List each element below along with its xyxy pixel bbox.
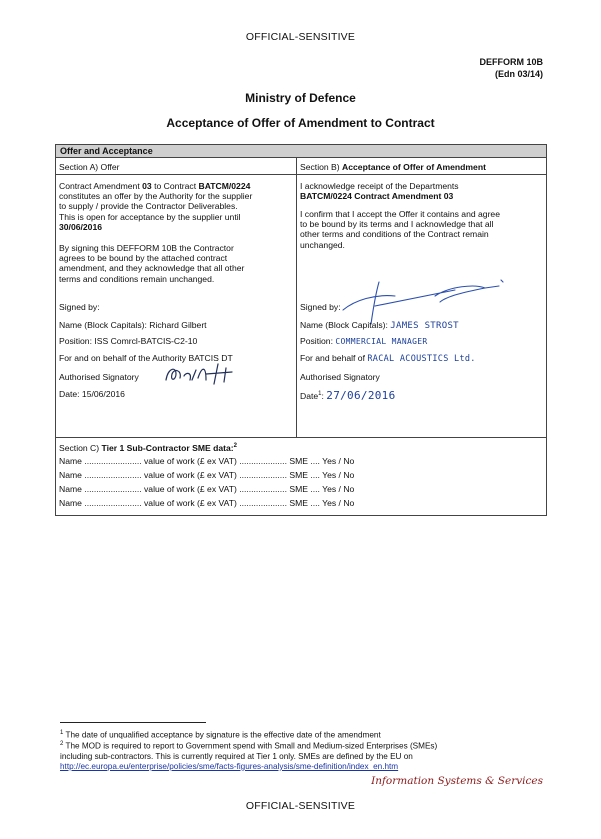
section-a-behalf: For and on behalf of the Authority BATCIS DT xyxy=(59,353,233,363)
sme-row: Name ........................ value of work (£ ex VAT) .................... SME .... Yes / No xyxy=(59,498,355,508)
footnote-1: $^1$ The date of unqualified acceptance by signature is the effective date of the amendment xyxy=(60,730,381,740)
document-title: Acceptance of Offer of Amendment to Contract xyxy=(166,116,435,130)
form-edition: (Edn 03/14) xyxy=(494,69,543,79)
security-marking-top: OFFICIAL-SENSITIVE xyxy=(245,31,356,43)
form-reference xyxy=(479,56,543,80)
handwritten-name: JAMES STROST xyxy=(390,321,459,331)
handwritten-position: COMMERCIAL MANAGER xyxy=(335,337,428,346)
section-b-confirm-text: I confirm that I accept the Offer it contains and agree to be bound by its terms and I acknowledge that all other terms and conditions of the Contract remain unchanged. xyxy=(300,209,500,250)
sme-data-list xyxy=(59,456,539,512)
section-b-signatory: Authorised Signatory xyxy=(300,372,380,382)
section-b-position: Position: COMMERCIAL MANAGER xyxy=(300,336,428,346)
contractor-signature-image xyxy=(335,276,515,326)
section-title-divider xyxy=(56,174,546,175)
section-b-signed-by: Signed by: xyxy=(300,302,341,312)
form-code: DEFFORM 10B xyxy=(479,57,543,67)
section-a-title: Section A) Offer xyxy=(59,162,120,172)
sme-row: Name ........................ value of work (£ ex VAT) .................... SME .... Yes / No xyxy=(59,456,355,466)
section-b-date: Date$^1$: 27/06/2016 xyxy=(300,388,396,402)
section-b-name: Name (Block Capitals): JAMES STROST xyxy=(300,320,459,331)
sme-row: Name ........................ value of work (£ ex VAT) .................... SME .... Yes / No xyxy=(59,484,355,494)
footnote-2: $^2$ The MOD is required to report to Government spend with Small and Medium-sized Enterprises (SMEs) including sub-contractors. This is currently required at Tier 1 only. SMEs are defined by the EU on http://ec.europa.eu/enterprise/policies/sme/facts-figures-analysis/sme-definition/index_en.htm xyxy=(60,739,550,772)
column-divider xyxy=(296,158,297,437)
section-b-behalf: For and behalf of RACAL ACOUSTICS Ltd. xyxy=(300,353,476,364)
section-a-binding-text: By signing this DEFFORM 10B the Contractor agrees to be bound by the attached contract amendment, and they acknowledge that all other terms and conditions remain unchanged. xyxy=(59,243,245,284)
footnote-rule xyxy=(60,722,206,723)
section-b-receipt-text: I acknowledge receipt of the Departments BATCM/0224 Contract Amendment 03 xyxy=(300,181,459,202)
handwritten-date: 27/06/2016 xyxy=(326,388,396,402)
box-heading: Offer and Acceptance xyxy=(56,145,546,158)
section-c-title: Section C) Tier 1 Sub-Contractor SME data:$^2$ xyxy=(59,442,237,453)
section-c-divider xyxy=(56,437,546,438)
section-b-title: Section B) Acceptance of Offer of Amendment xyxy=(300,162,486,172)
section-a-offer-text: Contract Amendment 03 to Contract BATCM/0224 constitutes an offer by the Authority for the supplier to supply / provide the Contractor Deliverables. This is open for acceptance by the supplier until 30/06/2016 xyxy=(59,181,253,232)
ministry-heading: Ministry of Defence xyxy=(245,91,356,105)
handwritten-company: RACAL ACOUSTICS Ltd. xyxy=(367,354,476,364)
section-a-name: Name (Block Capitals): Richard Gilbert xyxy=(59,320,207,330)
security-marking-bottom: OFFICIAL-SENSITIVE xyxy=(245,800,356,812)
brand-tagline: Information Systems & Services xyxy=(371,775,543,787)
sme-definition-link[interactable]: http://ec.europa.eu/enterprise/policies/sme/facts-figures-analysis/sme-definition/index_en.htm xyxy=(60,761,399,771)
section-a-signatory: Authorised Signatory xyxy=(59,372,139,382)
section-a-position: Position: ISS Comrcl-BATCIS-C2-10 xyxy=(59,336,198,346)
sme-row: Name ........................ value of work (£ ex VAT) .................... SME .... Yes / No xyxy=(59,470,355,480)
authority-signature-image xyxy=(162,360,242,388)
section-a-signed-by: Signed by: xyxy=(59,302,100,312)
section-a-date: Date: 15/06/2016 xyxy=(59,389,125,399)
